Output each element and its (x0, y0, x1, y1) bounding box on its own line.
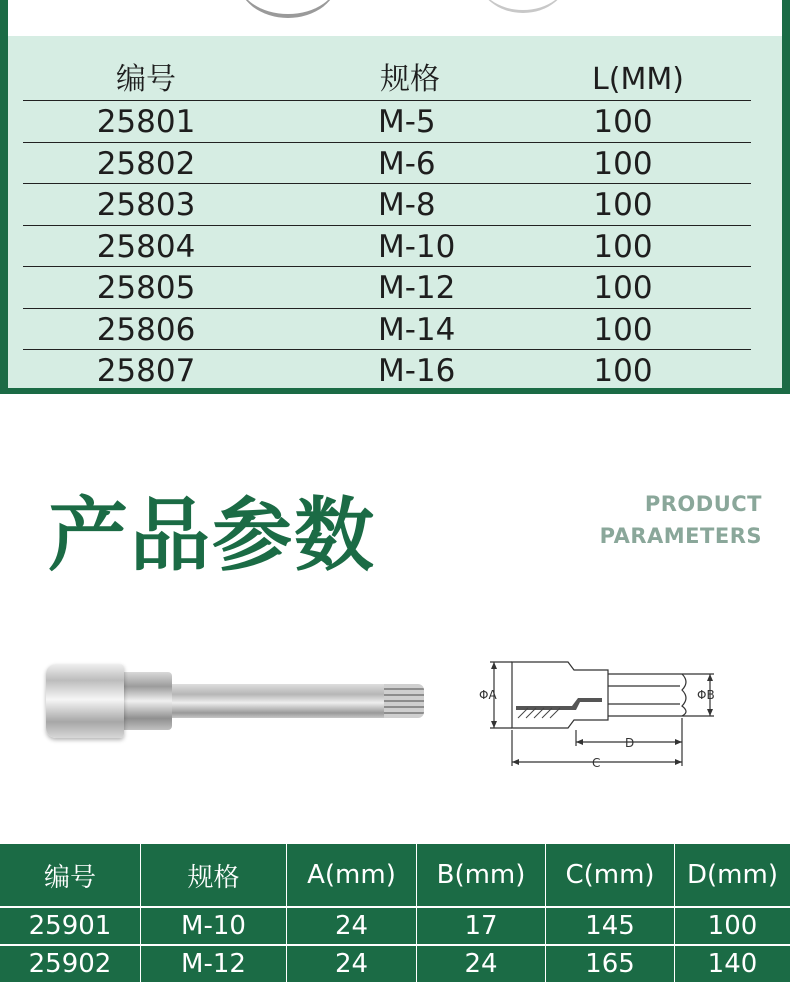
cell-spec: M-14 (378, 311, 456, 348)
cell-length: 100 (593, 145, 653, 182)
cell-code: 25807 (96, 353, 196, 389)
dim-b-label: ΦB (697, 688, 715, 702)
table-row (23, 266, 751, 309)
section-title-en-line2: PARAMETERS (599, 524, 762, 548)
header-spec: 规格 (141, 844, 287, 906)
table-row (0, 946, 790, 982)
top-table-header (23, 58, 751, 101)
table-row (23, 183, 751, 226)
table-row (23, 349, 751, 391)
cell-code: 25902 (0, 946, 141, 982)
cell-length: 100 (593, 187, 653, 223)
cell-length: 100 (593, 104, 653, 140)
table-row (23, 100, 751, 143)
header-d: D(mm) (687, 860, 778, 890)
header-length: L(MM) (592, 62, 684, 97)
cell-length: 100 (593, 353, 653, 389)
cell-spec: M-12 (378, 270, 456, 306)
dim-a-label: ΦA (479, 688, 497, 702)
cell-code: 25806 (96, 311, 196, 348)
header-code: 编号 (116, 62, 176, 97)
cell-length: 100 (593, 228, 653, 265)
header-b: B(mm) (417, 844, 546, 906)
cell-d: 140 (707, 949, 758, 979)
cell-b: 17 (417, 908, 546, 944)
drawing-shaft-lines (608, 674, 682, 716)
section-title: 产品参数 (48, 489, 376, 582)
drawing-section-hatch (516, 698, 602, 710)
drawing-spline-end (682, 674, 686, 716)
cell-spec: M-8 (378, 187, 436, 223)
cell-a: 24 (287, 908, 417, 944)
cell-code: 25803 (96, 187, 196, 223)
cell-spec: M-10 (378, 228, 456, 265)
cell-spec: M-6 (378, 145, 436, 182)
bottom-spec-table (0, 844, 790, 978)
cell-a: 24 (287, 946, 417, 982)
cell-code: 25801 (96, 104, 196, 140)
cell-code: 25901 (0, 908, 141, 944)
cell-b: 24 (417, 946, 546, 982)
cell-length: 100 (593, 270, 653, 306)
table-row (23, 225, 751, 268)
cell-spec: M-5 (378, 104, 436, 140)
header-spec: 规格 (380, 62, 440, 97)
socket-shaft (168, 684, 388, 718)
table-row (23, 142, 751, 185)
bottom-table-header (0, 844, 790, 906)
header-code: 编号 (0, 844, 141, 906)
socket-neck (120, 672, 172, 730)
cell-c: 145 (546, 908, 675, 944)
section-title-english (600, 488, 762, 552)
cell-spec: M-16 (378, 353, 456, 389)
product-edge-shape (238, 0, 338, 18)
product-edge-shape (478, 0, 568, 13)
header-c: C(mm) (546, 844, 675, 906)
dimension-drawing (468, 652, 728, 777)
section-title-en-line1: PRODUCT (644, 492, 762, 516)
table-row (0, 908, 790, 944)
cell-spec: M-10 (141, 908, 287, 944)
cell-spec: M-12 (141, 946, 287, 982)
cell-code: 25802 (96, 145, 196, 182)
cell-d: 100 (707, 911, 758, 941)
cell-code: 25804 (96, 228, 196, 265)
dim-c-label: C (592, 756, 601, 770)
socket-spline-tip (384, 684, 424, 718)
cell-length: 100 (593, 311, 653, 348)
table-row (23, 308, 751, 351)
header-a: A(mm) (287, 844, 417, 906)
dim-d-label: D (625, 736, 635, 750)
cell-c: 165 (546, 946, 675, 982)
product-photo (44, 660, 434, 742)
top-spec-panel (0, 0, 790, 394)
cell-code: 25805 (96, 270, 196, 306)
socket-head (46, 664, 124, 738)
product-image-crop (8, 0, 782, 36)
